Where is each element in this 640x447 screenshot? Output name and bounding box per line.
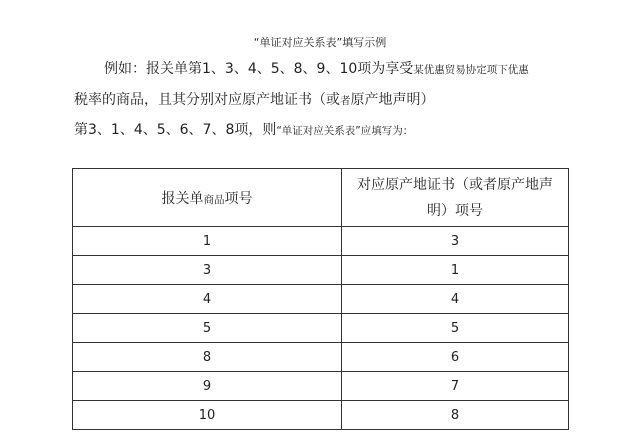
declaration-item-cell: 1 [73, 227, 342, 256]
example-text-small: “单证对应关系表”应填写为： [276, 125, 414, 137]
page-title: “单证对应关系表”填写示例 [253, 36, 387, 49]
table-row [73, 401, 569, 430]
declaration-item-cell: 3 [73, 256, 342, 285]
header-text-line-1: 对应原产地证书（或者原产地声 [357, 176, 553, 193]
example-text: 原产地声明） [350, 92, 435, 108]
example-text: 第3、1、4、5、6、7、8项，则 [74, 122, 277, 138]
header-text-small: 商品 [203, 193, 225, 206]
table-row [73, 285, 569, 314]
declaration-item-cell: 8 [73, 343, 342, 372]
table-row [73, 227, 569, 256]
declaration-item-cell: 9 [73, 372, 342, 401]
certificate-item-cell: 6 [342, 343, 569, 372]
example-paragraph-line-1 [104, 60, 529, 79]
table-row [73, 343, 569, 372]
example-text: 税率的商品，且其分别对应原产地证书（或 [74, 92, 340, 108]
header-text: 项号 [224, 190, 253, 207]
header-text: 报关单 [161, 190, 204, 207]
example-text-small: 某优惠贸易协定项下优惠 [413, 64, 529, 76]
certificate-item-cell: 8 [342, 401, 569, 430]
declaration-item-cell: 5 [73, 314, 342, 343]
example-text: 例如：报关单第1、3、4、5、8、9、10项为享受 [104, 61, 414, 77]
certificate-item-cell: 1 [342, 256, 569, 285]
correspondence-table [72, 168, 569, 430]
table-row [73, 372, 569, 401]
certificate-item-cell: 5 [342, 314, 569, 343]
example-paragraph-line-3 [74, 121, 413, 140]
table-header-row [73, 169, 569, 227]
header-certificate-item-no [342, 169, 569, 227]
table-row [73, 256, 569, 285]
header-declaration-item-no [73, 169, 342, 227]
certificate-item-cell: 7 [342, 372, 569, 401]
table-row [73, 314, 569, 343]
certificate-item-cell: 3 [342, 227, 569, 256]
example-text-small: 者 [340, 95, 351, 107]
certificate-item-cell: 4 [342, 285, 569, 314]
example-paragraph-line-2 [74, 91, 435, 110]
declaration-item-cell: 10 [73, 401, 342, 430]
declaration-item-cell: 4 [73, 285, 342, 314]
header-text-line-2: 明）项号 [427, 202, 483, 219]
